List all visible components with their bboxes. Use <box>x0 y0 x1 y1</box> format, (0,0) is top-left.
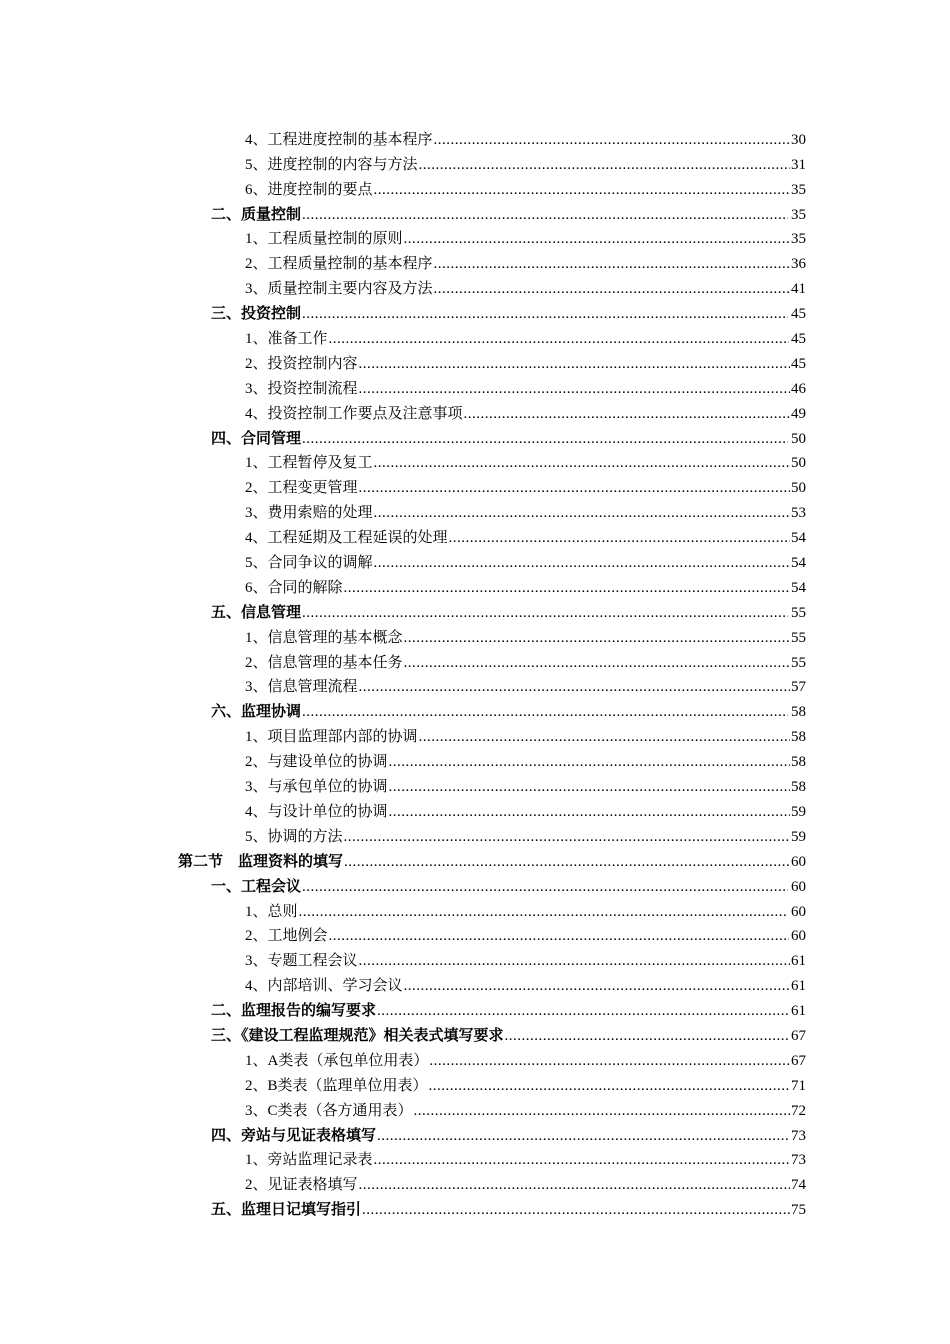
dot-leader <box>389 802 790 822</box>
toc-entry[interactable] <box>0 996 950 1021</box>
dot-leader <box>429 1051 790 1071</box>
toc-entry[interactable] <box>0 797 950 822</box>
toc-page-number: 30 <box>791 131 806 148</box>
toc-entry[interactable] <box>0 125 950 150</box>
toc-entry-title: 4、与设计单位的协调 <box>245 803 388 820</box>
toc-page-number: 55 <box>791 604 806 621</box>
dot-leader <box>359 677 790 697</box>
toc-entry[interactable] <box>0 971 950 996</box>
toc-entry[interactable] <box>0 175 950 200</box>
toc-page-number: 73 <box>791 1152 806 1169</box>
toc-entry-title: 二、监理报告的编写要求 <box>211 1002 377 1020</box>
toc-entry[interactable] <box>0 1046 950 1071</box>
toc-entry-title: 五、信息管理 <box>211 603 302 621</box>
toc-entry-title: 2、信息管理的基本任务 <box>245 654 403 671</box>
toc-entry[interactable] <box>0 946 950 971</box>
toc-page-number: 60 <box>791 853 806 870</box>
toc-entry[interactable] <box>0 822 950 847</box>
dot-leader <box>344 827 790 847</box>
toc-entry[interactable] <box>0 897 950 922</box>
toc-page-number: 72 <box>791 1102 806 1119</box>
toc-page-number: 60 <box>791 903 806 920</box>
toc-page-number: 58 <box>791 754 806 771</box>
toc-entry-title: 2、工程质量控制的基本程序 <box>245 256 433 273</box>
toc-page-number: 74 <box>791 1177 806 1194</box>
dot-leader <box>389 752 790 772</box>
toc-entry[interactable] <box>0 150 950 175</box>
dot-leader <box>404 229 790 249</box>
dot-leader <box>377 1126 790 1146</box>
toc-entry-title: 4、投资控制工作要点及注意事项 <box>245 405 463 422</box>
toc-page-number: 45 <box>791 306 806 323</box>
toc-entry-title: 1、旁站监理记录表 <box>245 1152 373 1169</box>
toc-page-number: 35 <box>791 181 806 198</box>
toc-page-number: 61 <box>791 978 806 995</box>
dot-leader <box>362 1200 790 1220</box>
toc-entry[interactable] <box>0 673 950 698</box>
toc-entry-title: 一、工程会议 <box>211 877 302 895</box>
toc-entry[interactable] <box>0 747 950 772</box>
toc-page-number: 35 <box>791 231 806 248</box>
toc-entry-title: 1、A类表（承包单位用表） <box>245 1052 429 1069</box>
toc-entry-title: 1、工程质量控制的原则 <box>245 231 403 248</box>
toc-entry-title: 4、工程进度控制的基本程序 <box>245 131 433 148</box>
toc-page-number: 60 <box>791 928 806 945</box>
dot-leader <box>419 155 790 175</box>
toc-page-number: 45 <box>791 331 806 348</box>
toc-entry[interactable] <box>0 1121 950 1146</box>
dot-leader <box>344 578 790 598</box>
dot-leader <box>404 976 790 996</box>
dot-leader <box>434 279 790 299</box>
toc-entry[interactable] <box>0 449 950 474</box>
toc-page-number: 36 <box>791 256 806 273</box>
toc-entry-title: 3、费用索赔的处理 <box>245 505 373 522</box>
toc-entry[interactable] <box>0 523 950 548</box>
dot-leader <box>329 926 790 946</box>
toc-entry-title: 5、合同争议的调解 <box>245 555 373 572</box>
toc-entry[interactable] <box>0 274 950 299</box>
toc-page-number: 45 <box>791 355 806 372</box>
dot-leader <box>329 329 790 349</box>
dot-leader <box>434 254 790 274</box>
toc-page-number: 73 <box>791 1127 806 1144</box>
toc-entry-title: 6、合同的解除 <box>245 579 343 596</box>
toc-entry-title: 5、协调的方法 <box>245 828 343 845</box>
toc-entry[interactable] <box>0 1071 950 1096</box>
toc-page-number: 50 <box>791 455 806 472</box>
dot-leader <box>302 877 788 897</box>
toc-page-number: 59 <box>791 803 806 820</box>
toc-entry-title: 六、监理协调 <box>211 703 302 721</box>
dot-leader <box>377 1001 790 1021</box>
dot-leader <box>359 1175 790 1195</box>
dot-leader <box>299 902 789 922</box>
toc-page-number: 60 <box>791 878 806 895</box>
toc-entry[interactable] <box>0 872 950 897</box>
toc-page-number: 58 <box>791 729 806 746</box>
toc-entry[interactable] <box>0 200 950 225</box>
toc-entry-title: 2、工程变更管理 <box>245 480 358 497</box>
toc-entry[interactable] <box>0 847 950 872</box>
dot-leader <box>359 951 790 971</box>
toc-entry[interactable] <box>0 623 950 648</box>
toc-entry-title: 4、工程延期及工程延误的处理 <box>245 530 448 547</box>
dot-leader <box>302 205 788 225</box>
toc-entry[interactable] <box>0 573 950 598</box>
dot-leader <box>302 702 788 722</box>
toc-entry[interactable] <box>0 1146 950 1171</box>
dot-leader <box>389 777 790 797</box>
toc-page-number: 50 <box>791 480 806 497</box>
toc-entry-title: 1、准备工作 <box>245 331 328 348</box>
toc-entry-title: 3、质量控制主要内容及方法 <box>245 281 433 298</box>
toc-page-number: 57 <box>791 679 806 696</box>
dot-leader <box>302 429 788 449</box>
toc-page-number: 58 <box>791 779 806 796</box>
dot-leader <box>374 553 790 573</box>
toc-page-number: 67 <box>791 1052 806 1069</box>
toc-entry-title: 2、与建设单位的协调 <box>245 754 388 771</box>
toc-page-number: 55 <box>791 654 806 671</box>
dot-leader <box>374 180 790 200</box>
toc-entry[interactable] <box>0 498 950 523</box>
toc-entry[interactable] <box>0 598 950 623</box>
toc-page-number: 61 <box>791 953 806 970</box>
toc-entry-title: 6、进度控制的要点 <box>245 181 373 198</box>
toc-page-number: 54 <box>791 579 806 596</box>
toc-page-number: 59 <box>791 828 806 845</box>
toc-page-number: 49 <box>791 405 806 422</box>
toc-entry[interactable] <box>0 1170 950 1195</box>
toc-entry-title: 五、监理日记填写指引 <box>211 1201 362 1219</box>
toc-entry-title: 5、进度控制的内容与方法 <box>245 156 418 173</box>
toc-page-number: 54 <box>791 555 806 572</box>
toc-page-number: 54 <box>791 530 806 547</box>
toc-page-number: 67 <box>791 1027 806 1044</box>
toc-entry[interactable] <box>0 225 950 250</box>
toc-page-number: 35 <box>791 206 806 223</box>
toc-page-number: 55 <box>791 629 806 646</box>
toc-entry[interactable] <box>0 648 950 673</box>
toc-page-number: 50 <box>791 430 806 447</box>
toc-entry-title: 1、信息管理的基本概念 <box>245 629 403 646</box>
toc-page-number: 75 <box>791 1202 806 1219</box>
dot-leader <box>374 453 790 473</box>
dot-leader <box>404 628 790 648</box>
toc-entry[interactable] <box>0 1096 950 1121</box>
toc-entry-title: 2、见证表格填写 <box>245 1177 358 1194</box>
toc-entry[interactable] <box>0 772 950 797</box>
dot-leader <box>359 354 790 374</box>
toc-entry[interactable] <box>0 1195 950 1220</box>
toc-entry-title: 四、旁站与见证表格填写 <box>211 1126 377 1144</box>
dot-leader <box>419 727 790 747</box>
toc-entry-title: 1、工程暂停及复工 <box>245 455 373 472</box>
toc-entry-title: 3、与承包单位的协调 <box>245 779 388 796</box>
dot-leader <box>344 852 790 872</box>
toc-page-number: 71 <box>791 1077 806 1094</box>
toc-entry-title: 2、投资控制内容 <box>245 355 358 372</box>
toc-entry-title: 2、工地例会 <box>245 928 328 945</box>
toc-entry[interactable] <box>0 299 950 324</box>
toc-entry-title: 第二节 监理资料的填写 <box>178 852 344 870</box>
toc-entry[interactable] <box>0 349 950 374</box>
dot-leader <box>374 1150 790 1170</box>
toc-entry[interactable] <box>0 374 950 399</box>
table-of-contents <box>0 125 950 1220</box>
dot-leader <box>414 1101 790 1121</box>
toc-entry-title: 2、B类表（监理单位用表） <box>245 1077 428 1094</box>
toc-entry-title: 3、专题工程会议 <box>245 953 358 970</box>
dot-leader <box>434 130 790 150</box>
dot-leader <box>302 304 788 324</box>
toc-entry[interactable] <box>0 324 950 349</box>
toc-entry-title: 三、投资控制 <box>211 305 302 323</box>
dot-leader <box>464 404 790 424</box>
toc-entry-title: 3、C类表（各方通用表） <box>245 1102 413 1119</box>
toc-page-number: 53 <box>791 505 806 522</box>
dot-leader <box>404 653 790 673</box>
toc-entry[interactable] <box>0 548 950 573</box>
toc-entry[interactable] <box>0 473 950 498</box>
toc-entry[interactable] <box>0 399 950 424</box>
toc-entry-title: 四、合同管理 <box>211 429 302 447</box>
toc-page-number: 31 <box>791 156 806 173</box>
toc-page-number: 61 <box>791 1003 806 1020</box>
toc-entry-title: 1、项目监理部内部的协调 <box>245 729 418 746</box>
toc-entry-title: 4、内部培训、学习会议 <box>245 978 403 995</box>
toc-entry-title: 3、投资控制流程 <box>245 380 358 397</box>
toc-entry[interactable] <box>0 424 950 449</box>
dot-leader <box>505 1026 790 1046</box>
toc-entry-title: 二、质量控制 <box>211 205 302 223</box>
dot-leader <box>359 379 790 399</box>
toc-entry[interactable] <box>0 722 950 747</box>
toc-entry[interactable] <box>0 697 950 722</box>
toc-entry[interactable] <box>0 249 950 274</box>
dot-leader <box>429 1076 790 1096</box>
dot-leader <box>374 503 790 523</box>
dot-leader <box>449 528 790 548</box>
dot-leader <box>302 603 788 623</box>
toc-entry-title: 3、信息管理流程 <box>245 679 358 696</box>
toc-entry-title: 三、《建设工程监理规范》相关表式填写要求 <box>211 1026 504 1044</box>
toc-page-number: 41 <box>791 281 806 298</box>
dot-leader <box>359 478 790 498</box>
toc-page-number: 46 <box>791 380 806 397</box>
toc-entry-title: 1、总则 <box>245 903 298 920</box>
toc-entry[interactable] <box>0 922 950 947</box>
toc-page-number: 58 <box>791 704 806 721</box>
toc-entry[interactable] <box>0 1021 950 1046</box>
